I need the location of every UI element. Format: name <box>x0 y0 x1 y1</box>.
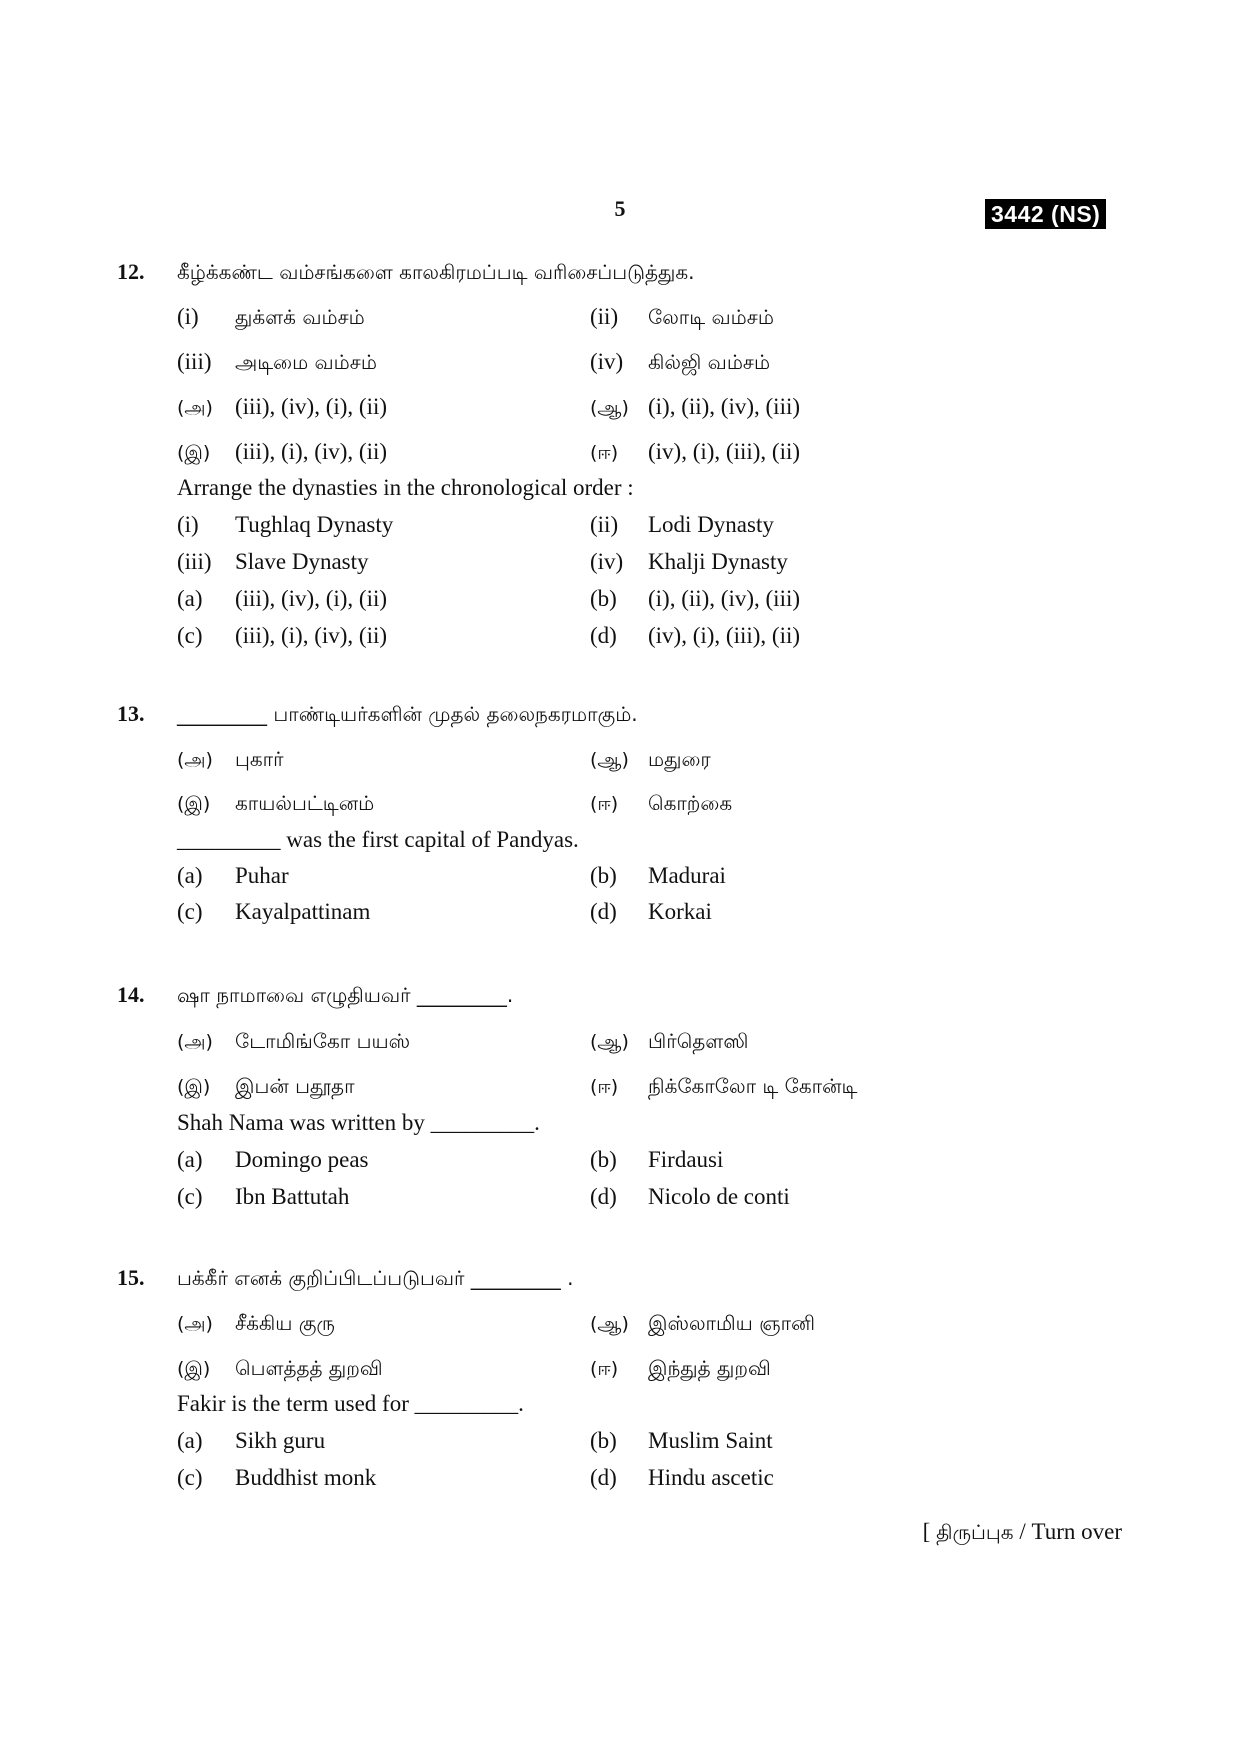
english-question-text: Fakir is the term used for _________. <box>177 1391 524 1416</box>
tamil-option: (ஆ) இஸ்லாமிய ஞானி <box>590 1311 816 1335</box>
english-option: (c) (iii), (i), (iv), (ii) <box>177 623 388 648</box>
english-option: (c) Kayalpattinam <box>177 899 371 924</box>
tamil-question-text: ஷா நாமாவை எழுதியவர் _________. <box>177 983 514 1007</box>
english-option: (d) Nicolo de conti <box>590 1184 790 1209</box>
english-option: (a) Sikh guru <box>177 1428 326 1453</box>
english-item: (iii) Slave Dynasty <box>177 549 369 574</box>
tamil-option: (ஈ) (iv), (i), (iii), (ii) <box>590 439 801 464</box>
english-item: (i) Tughlaq Dynasty <box>177 512 394 537</box>
paper-code-badge: 3442 (NS) <box>985 199 1106 229</box>
tamil-option: (அ) டோமிங்கோ பயஸ் <box>177 1029 411 1053</box>
tamil-question-text: கீழ்க்கண்ட வம்சங்களை காலகிரமப்படி வரிசைப்படுத்துக. <box>177 260 695 284</box>
english-question-text: Shah Nama was written by _________. <box>177 1110 540 1135</box>
english-option: (d) Hindu ascetic <box>590 1465 774 1490</box>
footer-bracket: [ <box>922 1519 931 1544</box>
english-question-text: Arrange the dynasties in the chronological order : <box>177 475 634 500</box>
tamil-question-text: பக்கீர் எனக் குறிப்பிடப்படுபவர் _________ . <box>177 1266 574 1290</box>
english-option: (c) Buddhist monk <box>177 1465 377 1490</box>
english-question-text: _________ was the first capital of Pandyas. <box>177 827 579 852</box>
english-option: (d) (iv), (i), (iii), (ii) <box>590 623 801 648</box>
english-option: (b) Madurai <box>590 863 726 888</box>
english-option: (a) (iii), (iv), (i), (ii) <box>177 586 388 611</box>
tamil-option: (அ) (iii), (iv), (i), (ii) <box>177 394 388 419</box>
page-number: 5 <box>614 196 626 221</box>
english-option: (b) Firdausi <box>590 1147 724 1172</box>
english-option: (b) Muslim Saint <box>590 1428 773 1453</box>
tamil-option: (அ) புகார் <box>177 747 284 771</box>
tamil-option: (இ) (iii), (i), (iv), (ii) <box>177 439 388 464</box>
question-number: 15. <box>117 1265 145 1290</box>
english-item: (iv) Khalji Dynasty <box>590 549 788 574</box>
question-number: 14. <box>117 982 145 1007</box>
tamil-question-text: _________ பாண்டியர்களின் முதல் தலைநகரமாகும். <box>177 702 638 726</box>
tamil-option: (இ) காயல்பட்டினம் <box>177 791 375 815</box>
english-option: (b) (i), (ii), (iv), (iii) <box>590 586 801 611</box>
tamil-option: (இ) இபன் பதூதா <box>177 1074 355 1098</box>
english-option: (a) Puhar <box>177 863 289 888</box>
english-option: (c) Ibn Battutah <box>177 1184 350 1209</box>
tamil-item: (i) துக்ளக் வம்சம் <box>177 304 365 329</box>
tamil-option: (இ) பௌத்தத் துறவி <box>177 1356 383 1380</box>
tamil-item: (iii) அடிமை வம்சம் <box>177 349 377 374</box>
tamil-option: (அ) சீக்கிய குரு <box>177 1311 335 1335</box>
footer-english: Turn over <box>1031 1519 1122 1544</box>
tamil-item: (iv) கில்ஜி வம்சம் <box>590 349 771 374</box>
tamil-option: (ஆ) (i), (ii), (iv), (iii) <box>590 394 801 419</box>
question-number: 12. <box>117 259 145 284</box>
tamil-option: (ஆ) பிர்தௌஸி <box>590 1029 749 1053</box>
english-option: (d) Korkai <box>590 899 712 924</box>
footer-tamil: திருப்புக <box>936 1520 1014 1544</box>
tamil-option: (ஈ) நிக்கோலோ டி கோன்டி <box>590 1074 858 1098</box>
tamil-item: (ii) லோடி வம்சம் <box>590 304 774 329</box>
footer-separator: / <box>1019 1519 1026 1544</box>
tamil-option: (ஈ) கொற்கை <box>590 791 733 815</box>
english-item: (ii) Lodi Dynasty <box>590 512 774 537</box>
turn-over-note <box>923 1519 1122 1547</box>
tamil-option: (ஈ) இந்துத் துறவி <box>590 1356 771 1380</box>
english-option: (a) Domingo peas <box>177 1147 369 1172</box>
tamil-option: (ஆ) மதுரை <box>590 747 711 771</box>
question-number: 13. <box>117 701 145 726</box>
